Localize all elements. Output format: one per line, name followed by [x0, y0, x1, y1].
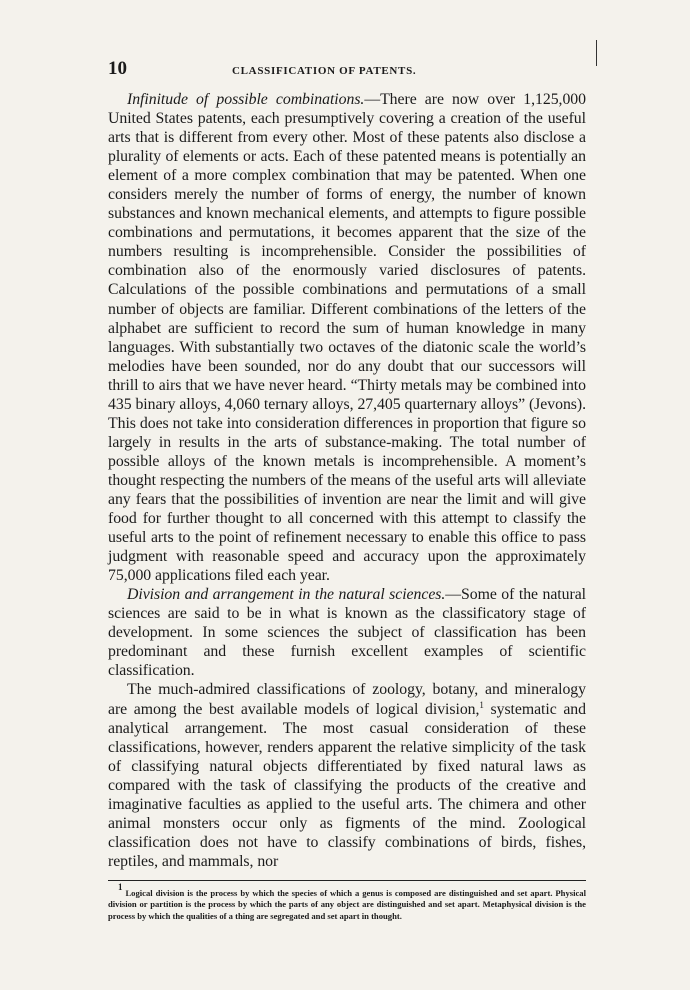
paragraph-division [108, 585, 586, 680]
footnote [108, 881, 586, 923]
page-header [108, 58, 586, 84]
footnote-text: Logical division is the process by which the species of which a genus is composed are distinguished and set apart. Physical division or partition is the process by which the parts of any object are distinguished and set apart. Metaphysical division is the process by which the qualities of a thing are segregated and set apart in thought. [108, 887, 586, 921]
book-page [108, 58, 586, 922]
footnote-marker: 1 [118, 881, 123, 892]
running-head: CLASSIFICATION OF PATENTS. [232, 65, 417, 77]
run-in-heading: Infinitude of possible combinations. [127, 91, 365, 108]
paragraph-infinitude [108, 90, 586, 585]
footnote-reference[interactable]: 1 [479, 699, 484, 710]
page-number: 10 [108, 58, 127, 79]
page-edge-mark [596, 40, 597, 66]
paragraph-classifications [108, 680, 586, 870]
footnotes [108, 881, 586, 923]
footnote-divider [108, 880, 586, 881]
paragraph-text: systematic and analytical arrangement. The most casual consideration of these classifications, however, renders apparent the relative simplicity of the task of classifying natural objects differentiated by fixed natural laws as compared with the task of classifying the products of the creative and imaginative faculties as applied to the useful arts. The chimera and other animal monsters occur only as figments of the mind. Zoological classification does not have to classify combinations of birds, fishes, reptiles, and mammals, nor [108, 700, 587, 870]
run-in-heading: Division and arrangement in the natural sciences. [127, 586, 446, 604]
paragraph-text: The much-admired classifications of zoology, botany, and mineralogy are among the best available models of logical division, [108, 681, 586, 718]
paragraph-text: —There are now over 1,125,000 United States patents, each presumptively covering a creation of the useful arts that is different from every other. Most of these patents also disclose a plurality of elements or acts. Each of these patented means is potentially an element of a more complex combination that may be patented. When one considers merely the number of forms of energy, the number of known substances and known mechanical elements, and attempts to figure possible combinations and permutations, it becomes apparent that the size of the numbers resulting is incomprehensible. Consider the possibilities of combination also of the enormously varied disclosures of patents. Calculations of the possible combinations and permutations of a small number of objects are familiar. Different combinations of the letters of the alphabet are sufficient to record the sum of human knowledge in many languages. With substantially two octaves of the diatonic scale the world’s melodies have been sounded, nor do any doubt that our successors will thrill to airs that we have never heard. “Thirty metals may be combined into 435 binary alloys, 4,060 ternary alloys, 27,405 quarternary alloys” (Jevons). This does not take into consideration differences in proportion that figure so largely in results in the arts of substance-making. The total number of possible alloys of the known metals is incomprehensible. A moment’s thought respecting the numbers of the means of the useful arts will alleviate any fears that the possibilities of invention are near the limit and will give food for further thought to all concerned with this attempt to classify the useful arts to the point of refinement necessary to enable this office to pass judgment with reasonable speed and accuracy upon the approximately 75,000 applications filed each year. [108, 91, 586, 585]
paragraph-text: —Some of the natural sciences are said to be in what is known as the classificatory stage of development. In some sciences the subject of classification has been predominant and these furnish excellent examples of scientific classification. [108, 586, 587, 680]
body-text [108, 90, 586, 871]
